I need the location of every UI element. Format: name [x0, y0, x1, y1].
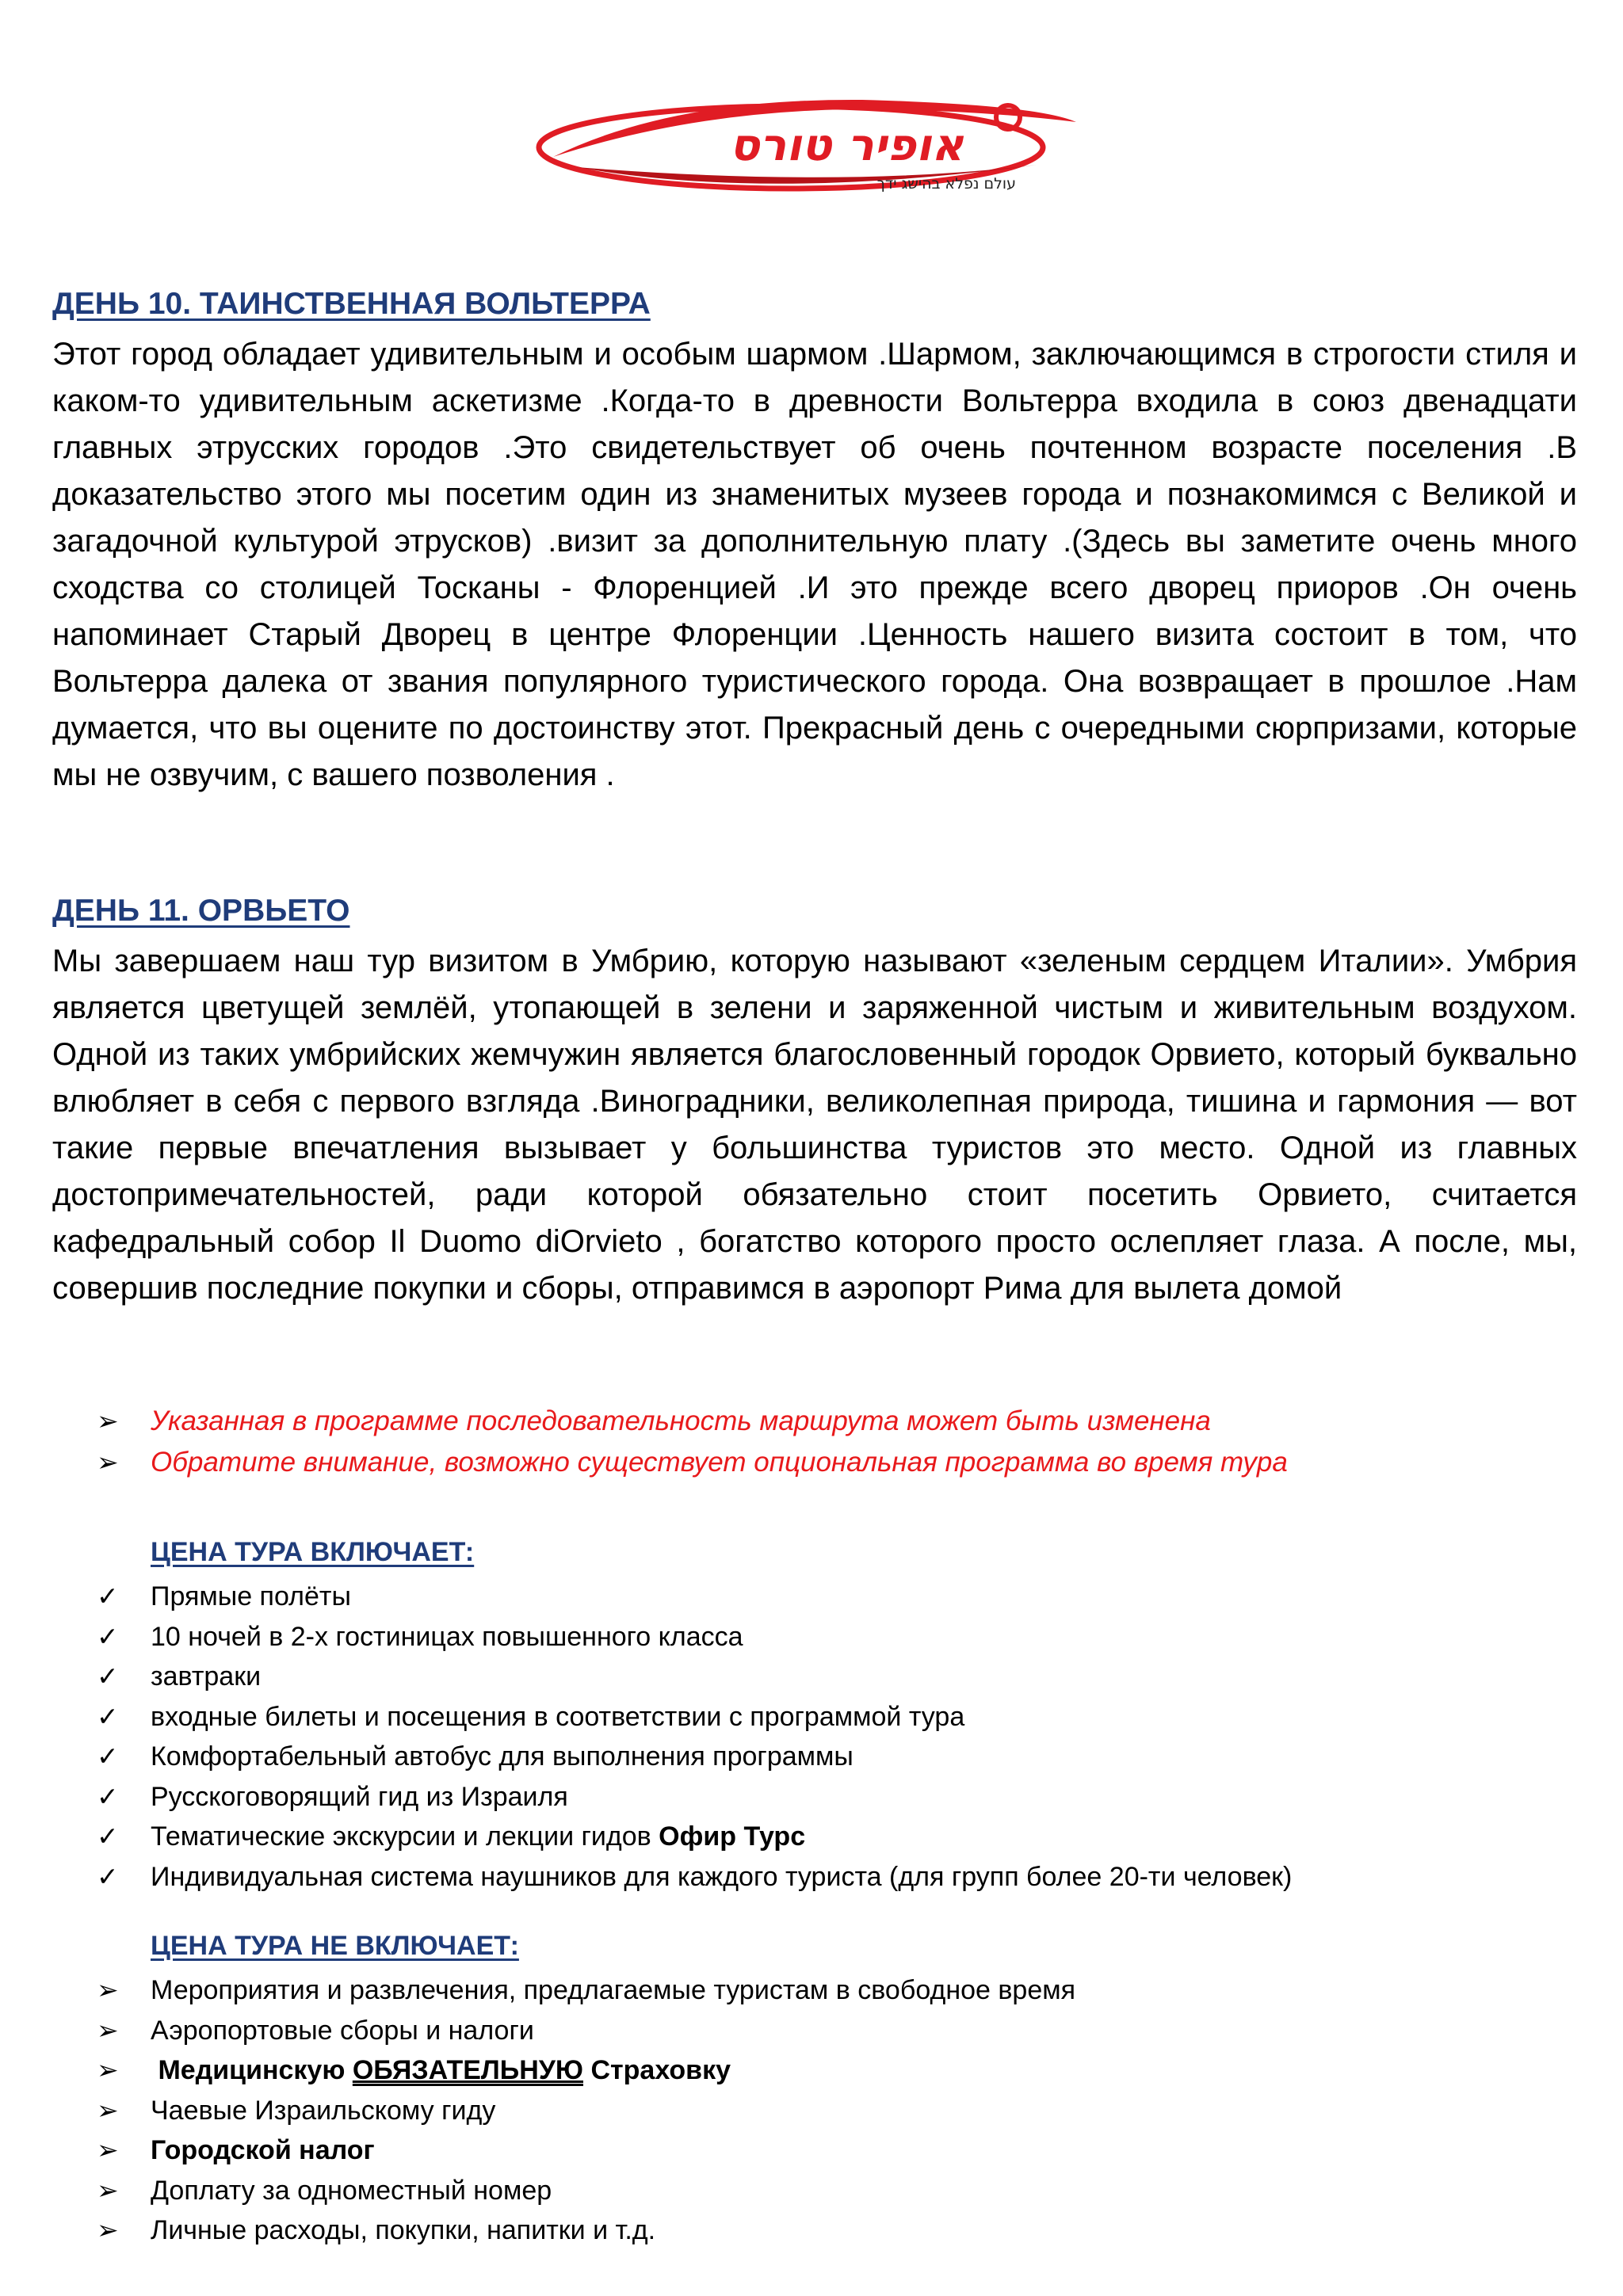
checkmark-icon: ✓: [97, 1661, 119, 1691]
arrowhead-bullet-icon: ➢: [97, 1447, 119, 1477]
checkmark-icon: ✓: [97, 1621, 119, 1651]
day11-text: Мы завершаем наш тур визитом в Умбрию, которую называют «зеленым сердцем Италии». Умбрия является цветущей землёй, утопающей в зелени и заряженной чистым и живительным воздухом. Одной из таких умбрийских жемчужин является благословенный городок Орвието, который буквально влюбляет в себя с первого взгляда .Виноградники, великолепная природа, тишина и гармония — вот такие первые впечатления вызывает у большинства туристов это место. Одной из главных достопримечательностей, ради которой обязательно стоит посетить Орвието, считается кафедральный собор Il Duomo diOrvieto , богатство которого просто ослепляет глаза. А после, мы, совершив последние покупки и сборы, отправимся в аэропорт Рима для вылета домой: [52, 944, 1577, 1306]
checkmark-icon: ✓: [97, 1781, 119, 1811]
notes-list: [97, 1401, 1288, 1483]
excludes-title: ЦЕНА ТУРА НЕ ВКЛЮЧАЕТ:: [151, 1931, 519, 1961]
logo-name: אופיר טורס: [729, 120, 964, 171]
includes-item-text: 10 ночей в 2-х гостиницах повышенного класса: [151, 1621, 743, 1652]
day10-text: Этот город обладает удивительным и особым шармом .Шармом, заключающимся в строгости стиля и каком-то удивительным аскетизме .Когда-то в древности Вольтерра входила в союз двенадцати главных этрусских городов .Это свидетельствует об очень почтенном возрасте поселения .В доказательство этого мы посетим один из знаменитых музеев города и познакомимся с Великой и загадочной культурой этрусков) .визит за дополнительную плату .(Здесь вы заметите очень много сходства со столицей Тосканы - Флоренцией .И это прежде всего дворец приоров .Он очень напоминает Старый Дворец в центре Флоренции .Ценность нашего визита состоит в том, что Вольтерра далека от звания популярного туристического города. Она возвращает в прошлое .Нам думается, что вы оцените по достоинству этот. Прекрасный день с очередными сюрпризами, которые мы не озвучим, с вашего позволения .: [52, 337, 1577, 792]
excludes-item-text: Чаевые Израильскому гиду: [151, 2095, 496, 2126]
arrowhead-bullet-icon: ➢: [97, 1975, 119, 2004]
checkmark-icon: ✓: [97, 1581, 119, 1611]
company-logo: [529, 92, 1100, 195]
includes-item: [97, 1697, 1292, 1737]
excludes-item-text: Доплату за одноместный номер: [151, 2175, 552, 2206]
includes-item: [97, 1817, 1292, 1857]
arrowhead-bullet-icon: ➢: [97, 2095, 119, 2125]
excludes-item: [97, 1970, 1075, 2011]
arrowhead-bullet-icon: ➢: [97, 2135, 119, 2164]
day11-title: ДЕНЬ 11. ОРВЬЕТО: [52, 894, 350, 928]
excludes-item-text: Аэропортовые сборы и налоги: [151, 2015, 534, 2046]
excludes-list: [97, 1970, 1075, 2251]
excludes-item: [97, 2130, 1075, 2171]
includes-item: [97, 1657, 1292, 1697]
excludes-item-text: Мероприятия и развлечения, предлагаемые туристам в свободное время: [151, 1975, 1076, 2005]
excludes-item-text: Личные расходы, покупки, напитки и т.д.: [151, 2215, 656, 2245]
note-item: [97, 1401, 1288, 1442]
company-name-bold: Офир Турс: [659, 1821, 806, 1852]
includes-item-text: Тематические экскурсии и лекции гидов: [151, 1821, 651, 1852]
logo-swoosh: [529, 92, 1100, 195]
arrowhead-bullet-icon: ➢: [97, 2215, 119, 2245]
mandatory-underlined: ОБЯЗАТЕЛЬНУЮ: [352, 2055, 583, 2085]
arrowhead-bullet-icon: ➢: [97, 2055, 119, 2084]
checkmark-icon: ✓: [97, 1701, 119, 1731]
includes-title: ЦЕНА ТУРА ВКЛЮЧАЕТ:: [151, 1537, 475, 1567]
includes-item-text: Комфортабельный автобус для выполнения программы: [151, 1741, 854, 1772]
day10-title: ДЕНЬ 10. ТАИНСТВЕННАЯ ВОЛЬТЕРРА: [52, 287, 651, 321]
includes-list: [97, 1577, 1292, 1897]
includes-item-text: входные билеты и посещения в соответствии с программой тура: [151, 1701, 965, 1732]
includes-item-text: Индивидуальная система наушников для каждого туриста (для групп более 20-ти человек): [151, 1861, 1293, 1892]
note-text: Обратите внимание, возможно существует опциональная программа во время тура: [151, 1447, 1288, 1478]
includes-item: [97, 1857, 1292, 1897]
logo-tagline: עולם נפלא בהישג ידך: [876, 175, 1016, 193]
arrowhead-bullet-icon: ➢: [97, 1406, 119, 1436]
includes-item: [97, 1777, 1292, 1817]
checkmark-icon: ✓: [97, 1821, 119, 1851]
note-text: Указанная в программе последовательность маршрута может быть изменена: [151, 1405, 1211, 1436]
checkmark-icon: ✓: [97, 1741, 119, 1771]
includes-item-text: Русскоговорящий гид из Израиля: [151, 1781, 568, 1812]
includes-item: [97, 1577, 1292, 1617]
arrowhead-bullet-icon: ➢: [97, 2175, 119, 2205]
excludes-item: [97, 2091, 1075, 2131]
includes-item: [97, 1617, 1292, 1657]
note-item: [97, 1442, 1288, 1483]
includes-item-text: Прямые полёты: [151, 1581, 351, 1611]
arrowhead-bullet-icon: ➢: [97, 2015, 119, 2045]
excludes-item: [97, 2050, 1075, 2091]
includes-item-text: завтраки: [151, 1661, 262, 1691]
includes-item: [97, 1737, 1292, 1777]
excludes-item: [97, 2210, 1075, 2251]
excludes-item: [97, 2011, 1075, 2051]
excludes-item-text: Медицинскую: [158, 2055, 346, 2085]
checkmark-icon: ✓: [97, 1861, 119, 1891]
excludes-item: [97, 2171, 1075, 2211]
excludes-item-text: Городской налог: [151, 2135, 375, 2165]
insurance-word: Страховку: [590, 2055, 731, 2085]
